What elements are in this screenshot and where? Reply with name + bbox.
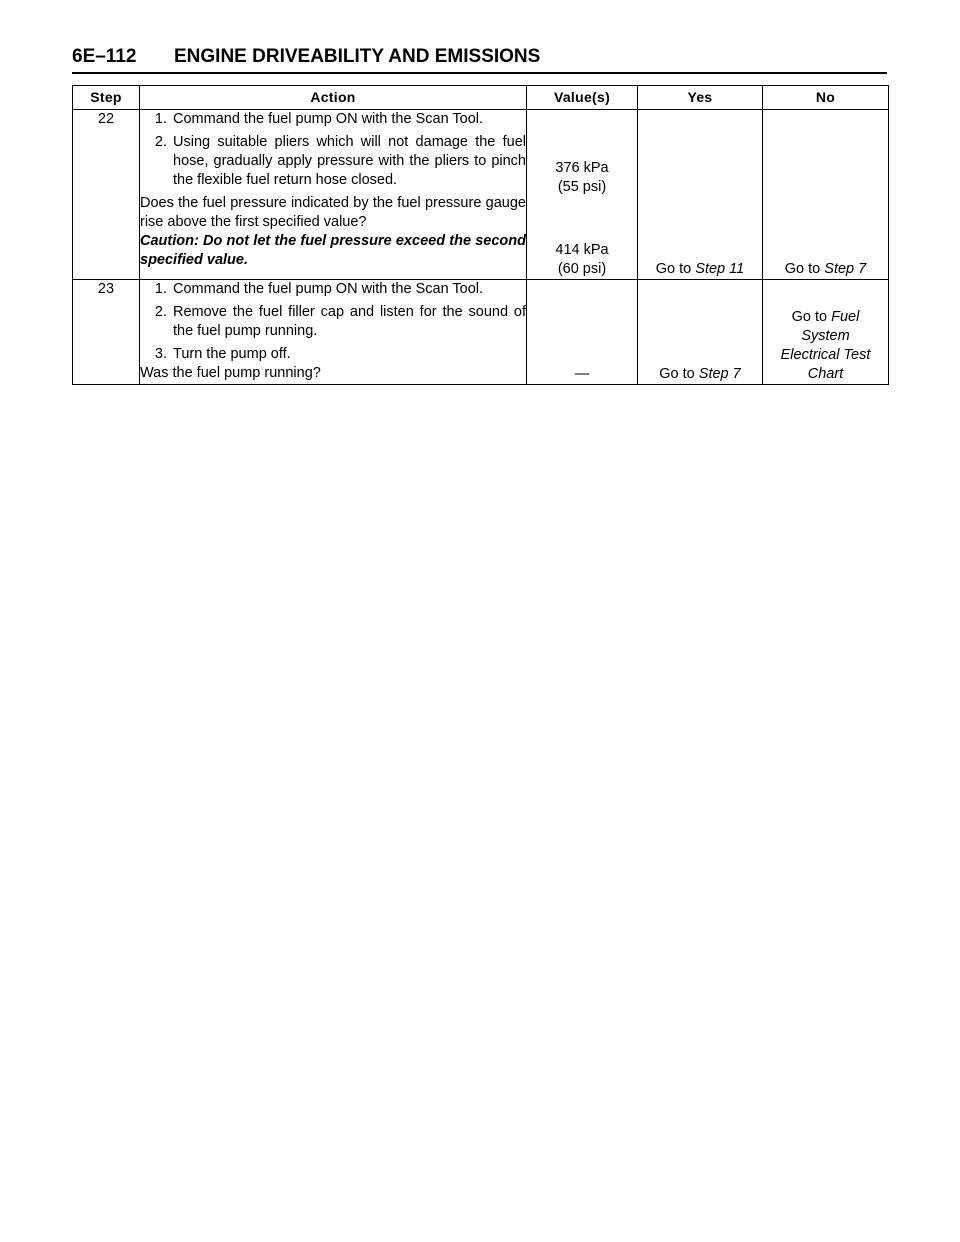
value-cell: — <box>527 280 638 385</box>
step-question: Does the fuel pressure indicated by the fuel pressure gauge rise above the first specified value? <box>140 195 526 230</box>
value-kpa: 414 kPa <box>555 242 609 258</box>
step-link[interactable]: Step 7 <box>824 261 867 277</box>
value-psi: (60 psi) <box>557 261 607 277</box>
first-specified-value <box>527 159 637 197</box>
goto-text: Go to <box>791 309 828 325</box>
no-cell <box>763 280 889 385</box>
list-item <box>140 133 526 190</box>
list-item-text: Remove the fuel filler cap and listen for the sound of the fuel pump running. <box>173 304 526 339</box>
list-item-number: 1. <box>154 111 167 127</box>
step-question: Was the fuel pump running? <box>140 365 321 381</box>
step-link[interactable]: Step 7 <box>698 366 741 382</box>
column-header-action: Action <box>140 86 527 110</box>
caution-note: Caution: Do not let the fuel pressure exceed the second specified value. <box>140 233 526 268</box>
table-header-row <box>73 86 889 110</box>
list-item-text: Turn the pump off. <box>173 346 291 362</box>
list-item-number: 3. <box>154 346 167 362</box>
yes-cell <box>638 280 763 385</box>
column-header-yes: Yes <box>638 86 763 110</box>
column-header-values: Value(s) <box>527 86 638 110</box>
page-number: 6E–112 <box>72 46 137 67</box>
list-item-text: Using suitable pliers which will not damage the fuel hose, gradually apply pressure with the pliers to pinch the flexible fuel return hose closed. <box>173 134 526 188</box>
page-header <box>72 44 887 74</box>
column-header-step: Step <box>73 86 140 110</box>
chart-link[interactable]: Electrical Test <box>780 347 871 363</box>
chart-link[interactable]: Chart <box>807 366 844 382</box>
step-link[interactable]: Step 11 <box>695 261 745 277</box>
value-cell <box>527 110 638 280</box>
action-cell <box>140 110 527 280</box>
list-item <box>140 345 526 364</box>
no-cell <box>763 110 889 280</box>
list-item-number: 1. <box>154 281 167 297</box>
column-header-no: No <box>763 86 889 110</box>
list-item-text: Command the fuel pump ON with the Scan Tool. <box>173 281 484 297</box>
goto-text: Go to <box>655 261 692 277</box>
list-item <box>140 303 526 341</box>
goto-text: Go to <box>784 261 821 277</box>
page-title: ENGINE DRIVEABILITY AND EMISSIONS <box>174 46 541 67</box>
table-row-step-23 <box>73 280 889 385</box>
second-specified-value <box>527 241 637 279</box>
list-item <box>140 110 526 129</box>
action-cell <box>140 280 527 385</box>
chart-link[interactable]: Fuel <box>831 309 860 325</box>
diagnostic-table <box>72 85 889 385</box>
list-item <box>140 280 526 299</box>
list-item-text: Command the fuel pump ON with the Scan Tool. <box>173 111 484 127</box>
value-kpa: 376 kPa <box>555 160 609 176</box>
list-item-number: 2. <box>154 134 167 150</box>
value-psi: (55 psi) <box>557 179 607 195</box>
yes-cell <box>638 110 763 280</box>
step-number: 22 <box>73 110 140 280</box>
goto-text: Go to <box>659 366 695 382</box>
list-item-number: 2. <box>154 304 167 320</box>
chart-link[interactable]: System <box>801 328 850 344</box>
table-row-step-22 <box>73 110 889 280</box>
step-number: 23 <box>73 280 140 385</box>
